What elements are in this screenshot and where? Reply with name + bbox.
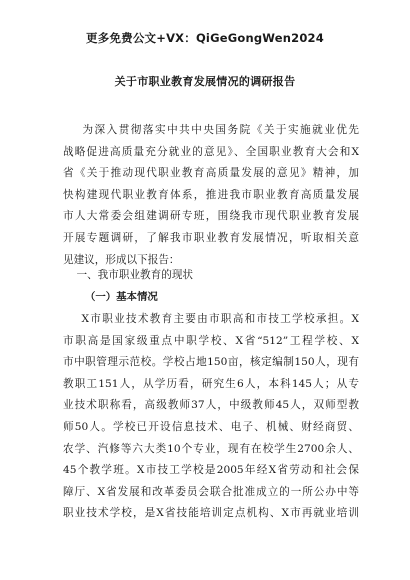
paragraph-line: 教职工151人，从学历看，研究生6人，本科145人；从专 [63,377,359,390]
paragraph-line: 45个教学班。X市技工学校是2005年经X省劳动和社会保 [63,464,359,477]
paragraph-line: 战略促进高质量充分就业的意见》、全国职业教育大会和X [63,145,359,158]
basic-situation-paragraph [63,309,359,525]
paragraph-line: 职业技术学校，是X省技能培训定点机构、X市再就业培训 [63,507,359,520]
paragraph-line: 市人大常委会组建调研专班，围绕我市现代职业教育发展 [63,210,359,223]
paragraph-line: 市中职管理示范校。学校占地150亩，核定编制150人，现有 [63,356,359,369]
paragraph-line: 快构建现代职业教育体系，推进我市职业教育高质量发展 [63,188,359,201]
paragraph-line: 见建议，形成以下报告： [63,253,180,266]
section-heading: 一、我市职业教育的现状 [63,269,194,281]
paragraph-line: 业技术职称看，高级教师37人，中级教师45人，双师型教 [63,399,359,412]
paragraph-line: X市职业技术教育主要由市职高和市技工学校承担。X [63,313,359,325]
paragraph-line: 市职高是国家级重点中职学校、X省“512”工程学校、X [63,334,359,347]
subsection-heading: （一）基本情况 [85,291,158,303]
paragraph-line: 开展专题调研，了解我市职业教育发展情况，听取相关意 [63,231,359,244]
document-title: 关于市职业教育发展情况的调研报告 [114,75,296,88]
paragraph-line: 为深入贯彻落实中共中央国务院《关于实施就业优先 [63,124,359,136]
paragraph-line: 农学、汽修等六大类10个专业，现有在校学生2700余人、 [63,442,359,455]
paragraph-line: 障厅、X省发展和改革委员会联合批准成立的一所公办中等 [63,485,359,498]
intro-paragraph [63,120,359,271]
paragraph-line: 师50人。学校已开设信息技术、电子、机械、财经商贸、 [63,420,359,433]
paragraph-line: 省《关于推动现代职业教育高质量发展的意见》精神，加 [63,167,359,180]
watermark-header: 更多免费公文+VX：QiGeGongWen2024 [86,31,324,45]
